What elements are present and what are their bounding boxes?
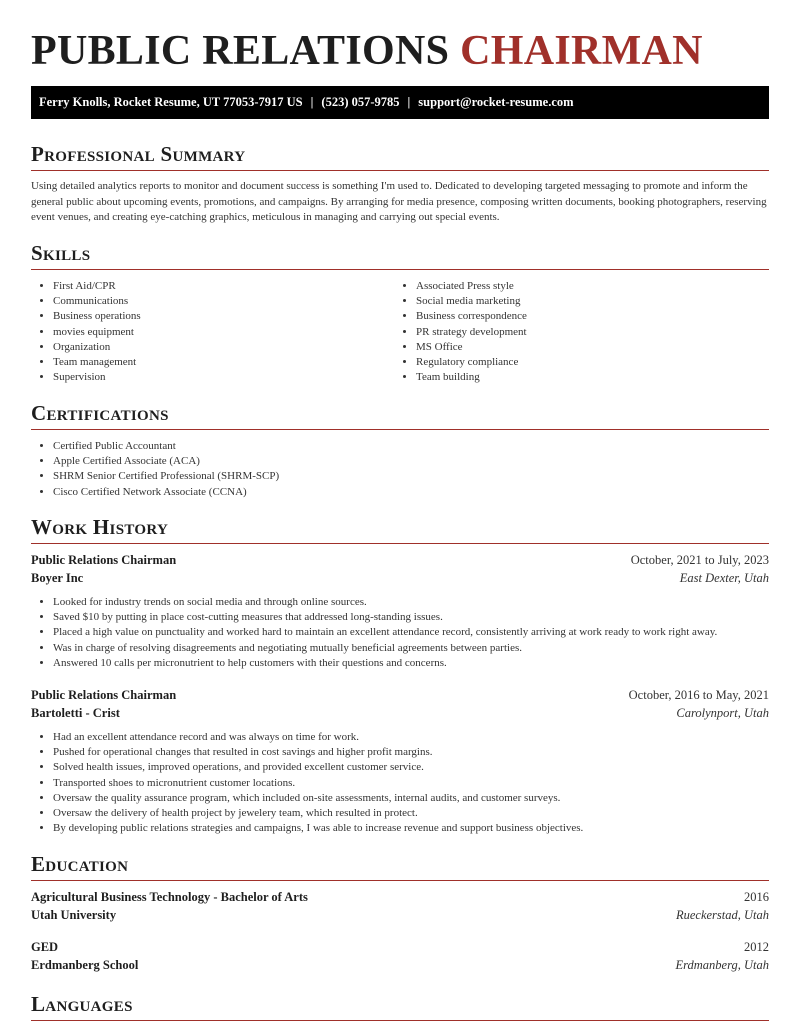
job-dates: October, 2021 to July, 2023 bbox=[630, 553, 769, 567]
job-bullet: • Placed a high value on punctuality and worked hard to maintain an excellent attendance record, consistently arriving at work ready to work right away. bbox=[53, 625, 769, 640]
job-bullet: • Transported shoes to micronutrient customer locations. bbox=[53, 776, 769, 791]
certification-item: • SHRM Senior Certified Professional (SHRM-SCP) bbox=[53, 469, 769, 484]
education-degree: Agricultural Business Technology - Bachelor of Arts bbox=[31, 890, 308, 904]
education-section bbox=[31, 851, 769, 974]
title-main: PUBLIC RELATIONS bbox=[31, 28, 450, 74]
work-history-section bbox=[31, 514, 769, 836]
summary-text: Using detailed analytics reports to monitor and document success is something I'm used to. Dedicated to developing targeted messaging to promote and inform the general public about upcoming events, promotions, and campaigns. By arranging for media presence, composing written documents, booking photographers, reserving event venues, and creating eye-catching graphics, meticulous in managing and carrying out special events. bbox=[31, 180, 767, 223]
education-heading: Education bbox=[31, 851, 769, 881]
skill-item: • Organization bbox=[53, 340, 394, 355]
contact-bar bbox=[31, 86, 769, 119]
education-school: Erdmanberg School bbox=[31, 958, 139, 972]
education-location: Erdmanberg, Utah bbox=[675, 958, 769, 972]
skill-item: • First Aid/CPR bbox=[53, 279, 394, 294]
certification-item: • Cisco Certified Network Associate (CCNA) bbox=[53, 485, 769, 500]
contact-separator: | bbox=[310, 95, 314, 109]
contact-phone[interactable]: (523) 057-9785 bbox=[321, 95, 400, 109]
education-entry bbox=[31, 888, 769, 924]
education-degree: GED bbox=[31, 940, 59, 954]
job-location: East Dexter, Utah bbox=[679, 571, 769, 585]
job-bullet: • Oversaw the delivery of health project by jewelery team, which resulted in protect. bbox=[53, 806, 769, 821]
education-school: Utah University bbox=[31, 908, 117, 922]
job-bullet: • Answered 10 calls per micronutrient to help customers with their questions and concerns. bbox=[53, 656, 769, 671]
skills-section bbox=[31, 240, 769, 385]
contact-separator: | bbox=[407, 95, 411, 109]
skill-item: • PR strategy development bbox=[416, 325, 757, 340]
certification-item: • Apple Certified Associate (ACA) bbox=[53, 454, 769, 469]
job-dates: October, 2016 to May, 2021 bbox=[628, 688, 769, 703]
certification-item: • Certified Public Accountant bbox=[53, 439, 769, 454]
job-bullet: • Was in charge of resolving disagreements and negotiating mutually beneficial agreements between parties. bbox=[53, 641, 769, 656]
languages-heading: Languages bbox=[31, 991, 769, 1021]
job-entry bbox=[31, 551, 769, 671]
job-bullet: • Oversaw the quality assurance program, which included on-site assessments, internal audits, and customer surveys. bbox=[53, 791, 769, 806]
skill-item: • Supervision bbox=[53, 370, 394, 385]
skills-right-column bbox=[394, 279, 757, 385]
skill-item: • Team building bbox=[416, 370, 757, 385]
skill-item: • movies equipment bbox=[53, 325, 394, 340]
education-year: 2012 bbox=[744, 940, 769, 954]
job-bullet: • By developing public relations strategies and campaigns, I was able to increase revenue and support business objectives. bbox=[53, 821, 769, 836]
job-title: Public Relations Chairman bbox=[31, 688, 177, 703]
job-bullet: • Looked for industry trends on social media and through online sources. bbox=[53, 595, 769, 610]
skills-left-column bbox=[31, 279, 394, 385]
summary-section bbox=[31, 141, 769, 226]
skill-item: • Communications bbox=[53, 294, 394, 309]
skills-heading: Skills bbox=[31, 240, 769, 270]
skill-item: • Social media marketing bbox=[416, 294, 757, 309]
job-company: Boyer Inc bbox=[31, 571, 84, 585]
job-company: Bartoletti - Crist bbox=[31, 706, 120, 721]
languages-section bbox=[31, 991, 769, 1021]
skill-item: • MS Office bbox=[416, 340, 757, 355]
certifications-section bbox=[31, 400, 769, 500]
job-title: Public Relations Chairman bbox=[31, 553, 177, 567]
summary-heading: Professional Summary bbox=[31, 141, 769, 171]
job-entry bbox=[31, 686, 769, 836]
job-bullet: • Solved health issues, improved operations, and provided excellent customer service. bbox=[53, 760, 769, 775]
skill-item: • Business correspondence bbox=[416, 309, 757, 324]
contact-address: Ferry Knolls, Rocket Resume, UT 77053-7917 US bbox=[39, 95, 303, 109]
certifications-heading: Certifications bbox=[31, 400, 769, 430]
skill-item: • Team management bbox=[53, 355, 394, 370]
education-location: Rueckerstad, Utah bbox=[675, 908, 769, 922]
contact-email[interactable]: support@rocket-resume.com bbox=[418, 95, 574, 109]
skill-item: • Associated Press style bbox=[416, 279, 757, 294]
skills-columns bbox=[31, 279, 769, 385]
job-bullet: • Saved $10 by putting in place cost-cutting measures that addressed long-standing issues. bbox=[53, 610, 769, 625]
job-location: Carolynport, Utah bbox=[676, 706, 769, 721]
skill-item: • Regulatory compliance bbox=[416, 355, 757, 370]
education-entry bbox=[31, 938, 769, 974]
education-year: 2016 bbox=[744, 890, 769, 904]
skill-item: • Business operations bbox=[53, 309, 394, 324]
job-bullet: • Pushed for operational changes that resulted in cost savings and higher profit margins. bbox=[53, 745, 769, 760]
title-accent: CHAIRMAN bbox=[460, 28, 703, 74]
job-bullet: • Had an excellent attendance record and was always on time for work. bbox=[53, 730, 769, 745]
resume-title bbox=[31, 27, 703, 75]
work-history-heading: Work History bbox=[31, 514, 769, 544]
